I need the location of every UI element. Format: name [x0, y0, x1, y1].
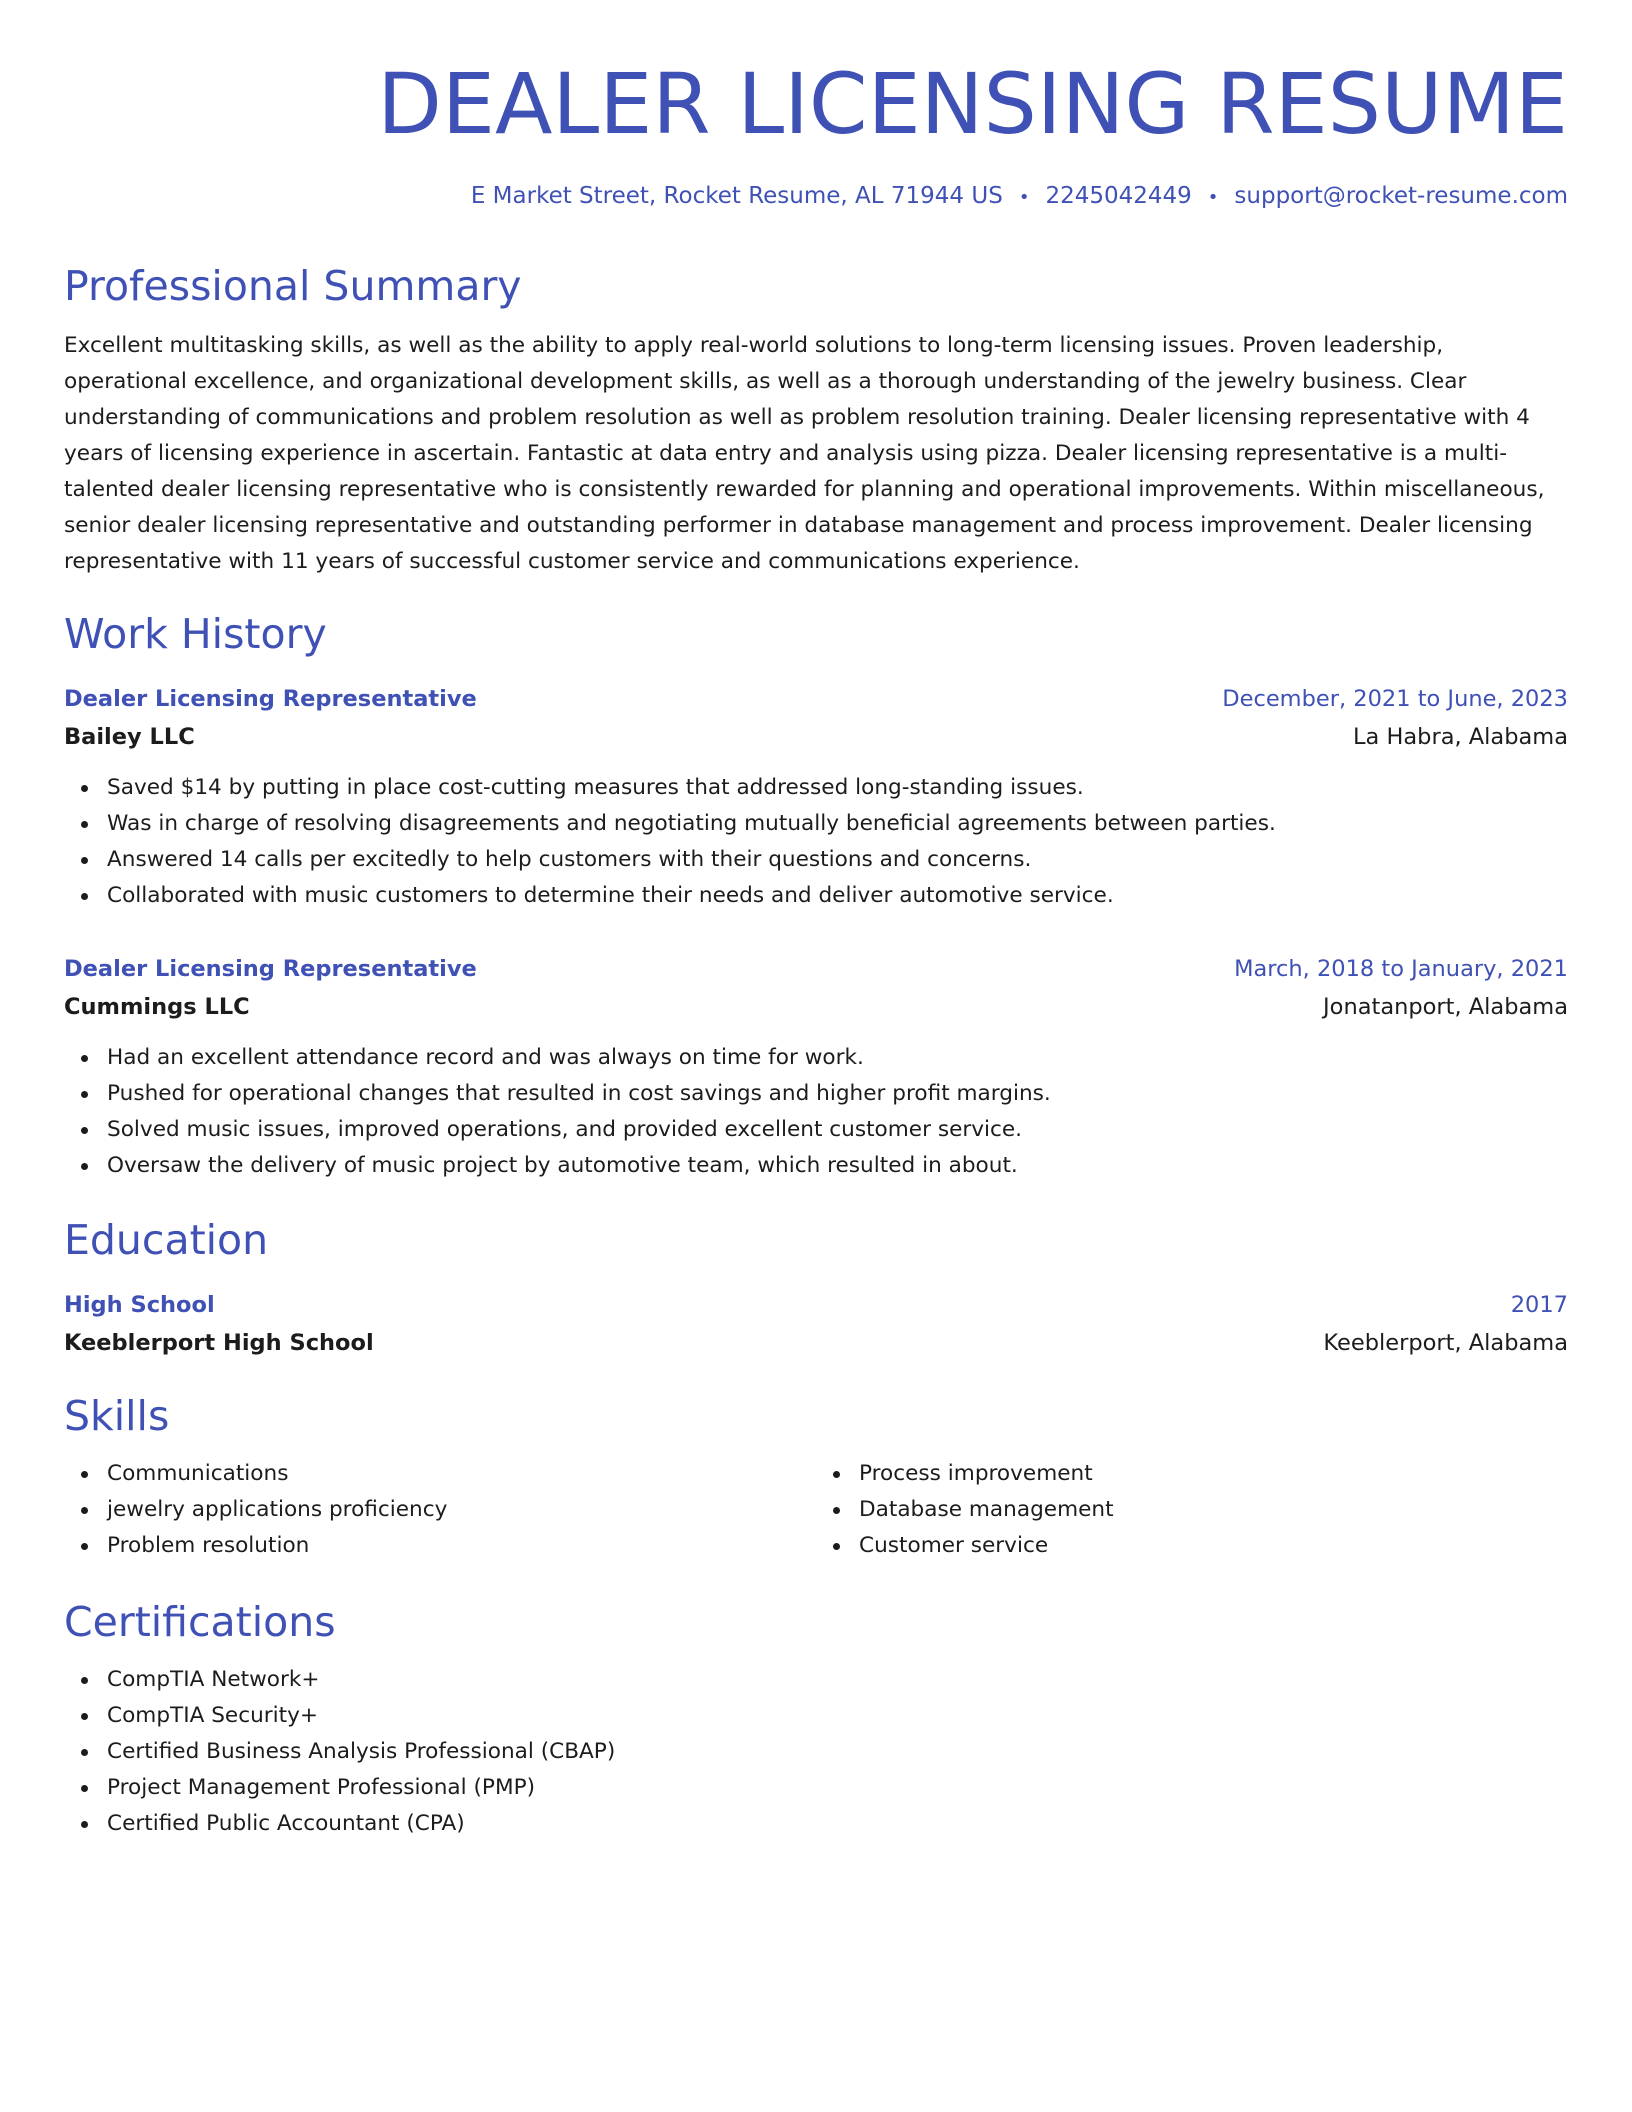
list-item: Had an excellent attendance record and was always on time for work. [107, 1040, 1568, 1076]
list-item: Answered 14 calls per excitedly to help customers with their questions and concerns. [107, 842, 1568, 878]
section-title-skills: Skills [64, 1392, 170, 1440]
contact-separator: • [1018, 187, 1030, 208]
education-location: Keeblerport, Alabama [1323, 1330, 1568, 1356]
job-employer-row [64, 988, 1568, 1026]
job-duties-list [64, 770, 1568, 914]
list-item: Problem resolution [107, 1528, 816, 1564]
skills-column-left [64, 1456, 816, 1564]
job-duties-list [64, 1040, 1568, 1184]
list-item: Certified Public Accountant (CPA) [107, 1806, 1568, 1842]
list-item: Communications [107, 1456, 816, 1492]
skills-list [816, 1456, 1568, 1564]
job-heading [64, 950, 1568, 988]
contact-separator: • [1207, 187, 1219, 208]
job-company: Bailey LLC [64, 724, 195, 750]
contact-email[interactable]: support@rocket-resume.com [1234, 183, 1568, 209]
education-degree: High School [64, 1292, 215, 1318]
list-item: Collaborated with music customers to determine their needs and deliver automotive service. [107, 878, 1568, 914]
job-heading [64, 680, 1568, 718]
contact-address: E Market Street, Rocket Resume, AL 71944 US [470, 183, 1003, 209]
job-company: Cummings LLC [64, 994, 250, 1020]
list-item: Solved music issues, improved operations, and provided excellent customer service. [107, 1112, 1568, 1148]
contact-phone[interactable]: 2245042449 [1045, 183, 1192, 209]
certifications-section [64, 1594, 1568, 1842]
education-school-row [64, 1324, 1568, 1362]
resume-title: DEALER LICENSING RESUME [377, 55, 1568, 153]
job-dates: December, 2021 to June, 2023 [1222, 686, 1568, 712]
skills-grid [64, 1456, 1568, 1564]
section-title-summary: Professional Summary [64, 262, 522, 310]
education-school: Keeblerport High School [64, 1330, 374, 1356]
job-role: Dealer Licensing Representative [64, 686, 477, 712]
resume-header [64, 48, 1568, 214]
job-role: Dealer Licensing Representative [64, 956, 477, 982]
job-entry [64, 680, 1568, 914]
list-item: Process improvement [859, 1456, 1568, 1492]
education-heading [64, 1286, 1568, 1324]
skills-column-right [816, 1456, 1568, 1564]
job-employer-row [64, 718, 1568, 756]
summary-section [64, 258, 1568, 580]
list-item: CompTIA Network+ [107, 1662, 1568, 1698]
summary-text: Excellent multitasking skills, as well as the ability to apply real-world solutions to long-term licensing issues. Proven leadership, operational excellence, and organizational development skills, as well as a thorough understanding of the jewelry business. Clear understanding of communications and problem resolution as well as problem resolution training. Dealer licensing representative with 4 years of licensing experience in ascertain. Fantastic at data entry and analysis using pizza. Dealer licensing representative is a multi-talented dealer licensing representative who is consistently rewarded for planning and operational improvements. Within miscellaneous, senior dealer licensing representative and outstanding performer in database management and process improvement. Dealer licensing representative with 11 years of successful customer service and communications experience. [64, 333, 1545, 574]
list-item: Oversaw the delivery of music project by automotive team, which resulted in about. [107, 1148, 1568, 1184]
list-item: Project Management Professional (PMP) [107, 1770, 1568, 1806]
job-dates: March, 2018 to January, 2021 [1234, 956, 1568, 982]
work-history-section [64, 606, 1568, 662]
certifications-list [64, 1662, 1568, 1842]
list-item: Database management [859, 1492, 1568, 1528]
list-item: Customer service [859, 1528, 1568, 1564]
education-section [64, 1212, 1568, 1362]
list-item: jewelry applications proficiency [107, 1492, 816, 1528]
contact-line [64, 180, 1568, 214]
skills-list [64, 1456, 816, 1564]
skills-section [64, 1388, 1568, 1564]
job-location: La Habra, Alabama [1352, 724, 1568, 750]
list-item: CompTIA Security+ [107, 1698, 1568, 1734]
section-title-work-history: Work History [64, 610, 327, 658]
section-title-education: Education [64, 1216, 269, 1264]
section-title-certifications: Certifications [64, 1598, 336, 1646]
list-item: Pushed for operational changes that resulted in cost savings and higher profit margins. [107, 1076, 1568, 1112]
job-location: Jonatanport, Alabama [1323, 994, 1568, 1020]
list-item: Certified Business Analysis Professional (CBAP) [107, 1734, 1568, 1770]
list-item: Saved $14 by putting in place cost-cutting measures that addressed long-standing issues. [107, 770, 1568, 806]
education-year: 2017 [1510, 1292, 1568, 1318]
job-entry [64, 950, 1568, 1184]
list-item: Was in charge of resolving disagreements and negotiating mutually beneficial agreements between parties. [107, 806, 1568, 842]
